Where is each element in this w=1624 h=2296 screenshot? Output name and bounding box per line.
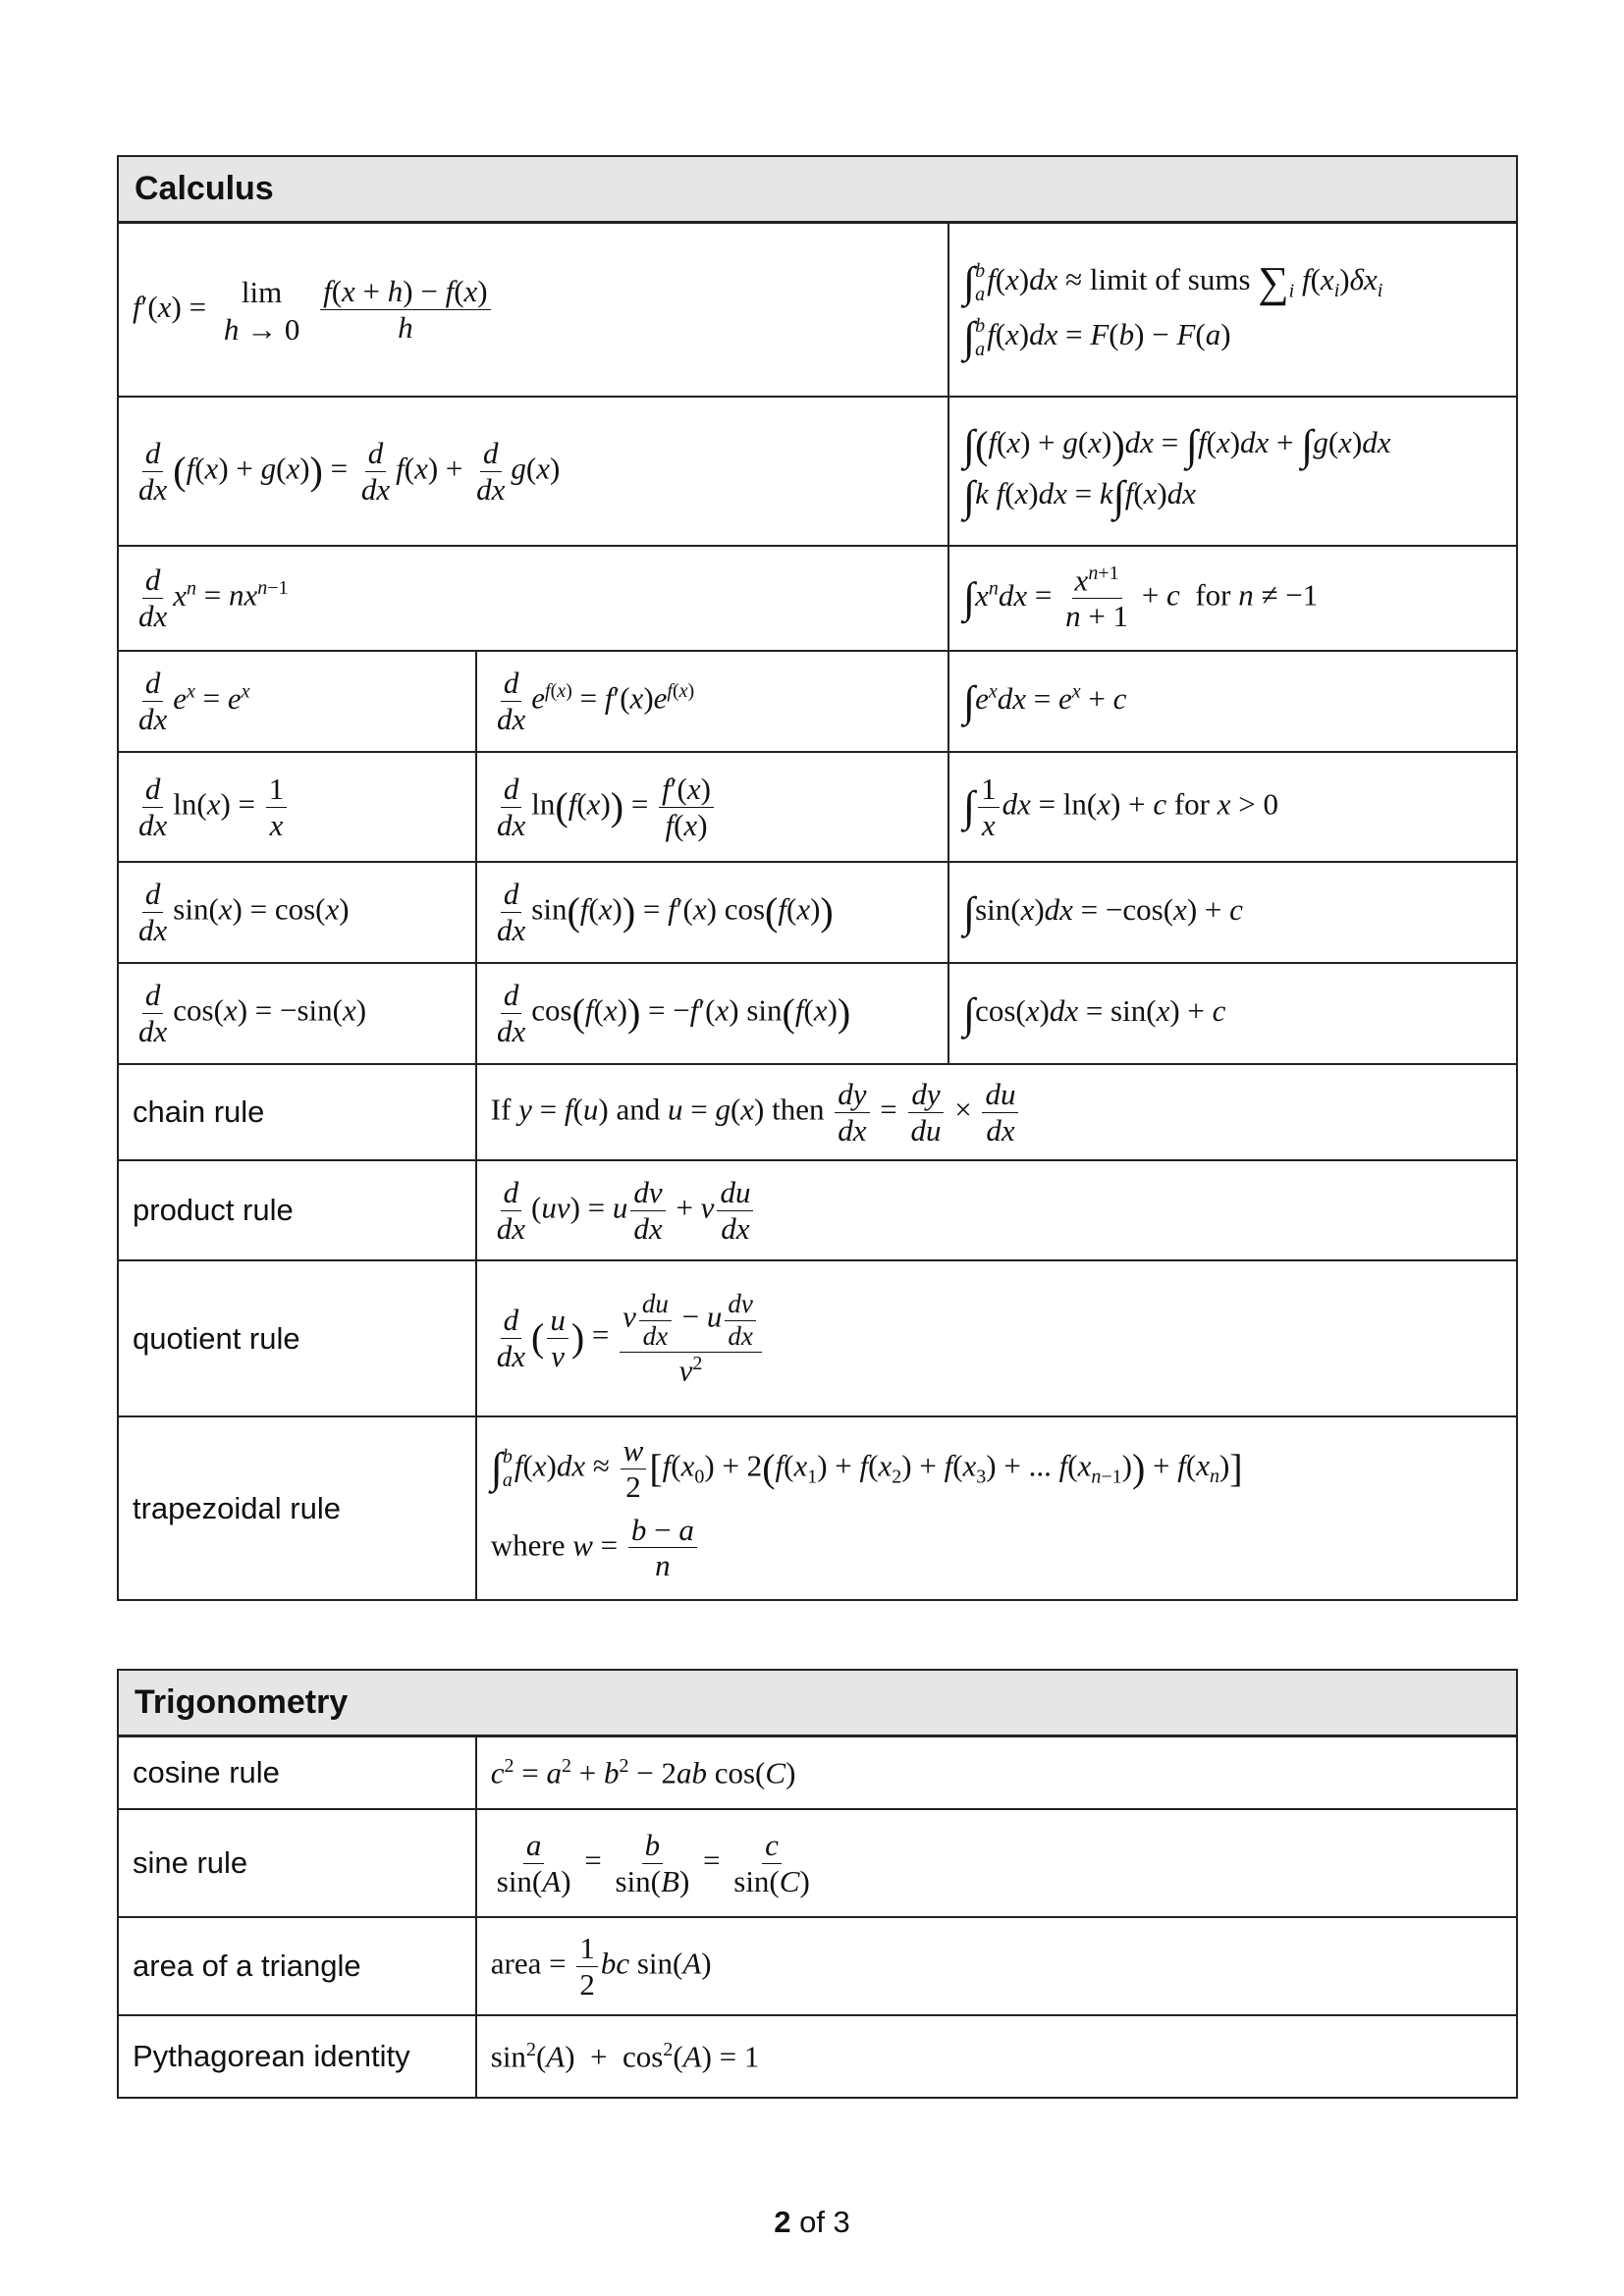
definite-integral-formulas: ∫ b a f(x)dx ≈ limit of sums $\sum_i$ $f(x_i)\delta x_i$ ∫ b a f(x)dx = F(b) − F(a) xyxy=(947,224,1516,396)
chain-rule-label: chain rule xyxy=(133,1095,265,1129)
table-row xyxy=(119,962,1516,1063)
trapezoidal-rule-label: trapezoidal rule xyxy=(133,1490,341,1525)
exp-chain-derivative-formula: $\frac{d}{dx}$ $e^{f(x)} = f'(x)e^{f(x)}$ xyxy=(475,652,947,751)
trigonometry-heading: Trigonometry xyxy=(119,1671,1516,1737)
trapezoidal-rule-formula: ∫ b a f(x)dx ≈ $\frac{w}{2}$ [$f(x_0) + 2(f(x_1) + f(x_2) + f(x_3)$ + ... $f(x_{n-1})) + f(x_n)$] where w = $\frac{b - a}{n}$ xyxy=(475,1417,1516,1599)
cosine-rule-formula: $c^2 = a^2 + b^2 - 2ab$ cos(C) xyxy=(475,1737,1516,1808)
table-row xyxy=(119,1259,1516,1415)
table-row xyxy=(119,1159,1516,1259)
exp-integral-formula: $\int e^xdx = e^x + c$ xyxy=(947,652,1516,751)
cos-chain-derivative-formula: $\frac{d}{dx}$ cos(f(x)) = −f′(x) sin(f(x)) xyxy=(475,964,947,1063)
page-current: 2 xyxy=(774,2205,791,2239)
power-rule-integral-formula: $\int x^ndx$ = $\frac{x^{n+1}}{n + 1}$ + c for n ≠ −1 xyxy=(947,547,1516,650)
table-row xyxy=(119,650,1516,751)
derivative-definition-formula: f′(x) = lim h → 0 $\frac{f(x + h) - f(x)}{h}$ xyxy=(119,224,947,396)
table-row xyxy=(119,1737,1516,1808)
product-rule-formula: $\frac{d}{dx}$ (uv) = u $\frac{dv}{dx}$ + v $\frac{du}{dx}$ xyxy=(475,1161,1516,1259)
limit-of-sums-text: limit of sums xyxy=(1089,261,1251,296)
table-row xyxy=(119,1415,1516,1599)
cos-integral-formula: ∫cos(x)dx = sin(x) + c xyxy=(947,964,1516,1063)
cos-derivative-formula: $\frac{d}{dx}$ cos(x) = −sin(x) xyxy=(138,978,367,1048)
trigonometry-table xyxy=(117,1669,1518,2099)
table-row xyxy=(119,224,1516,396)
table-row xyxy=(119,1916,1516,2014)
sine-rule-label: sine rule xyxy=(133,1845,248,1880)
sin-derivative-formula: $\frac{d}{dx}$ sin(x) = cos(x) xyxy=(138,877,350,947)
calculus-heading: Calculus xyxy=(119,157,1516,224)
sum-rule-derivative-formula: $\frac{d}{dx}$ (f(x) + g(x)) = $\frac{d}{dx}$ f(x) + $\frac{d}{dx}$ g(x) xyxy=(138,435,561,507)
and-text: and xyxy=(616,1092,661,1127)
sine-rule-formula: $\frac{a}{\sin(A)}$ = $\frac{b}{\sin(B)}$ = $\frac{c}{\sin(C)}$ xyxy=(475,1810,1516,1916)
area-of-triangle-label: area of a triangle xyxy=(133,1949,361,1983)
table-row xyxy=(119,545,1516,650)
then-text: then xyxy=(772,1092,825,1127)
exp-derivative-formula: $\frac{d}{dx}$ $e^x = e^x$ xyxy=(138,666,250,736)
pythagorean-identity-label: Pythagorean identity xyxy=(133,2039,410,2073)
quotient-rule-formula: $\frac{d}{dx}$ ( $\frac{u}{v}$ ) = v $\frac{du}{dx}$ − u $\frac{dv}{dx}$ $v^2$ xyxy=(475,1261,1516,1415)
table-row xyxy=(119,861,1516,962)
calculus-table xyxy=(117,155,1518,1601)
chain-rule-formula: If y = f(u) and u = g(x) then $\frac{dy}{dx}$ = $\frac{dy}{du}$ × $\frac{du}{dx}$ xyxy=(475,1065,1516,1159)
for-text: for xyxy=(1173,786,1210,822)
table-row xyxy=(119,1808,1516,1916)
reciprocal-integral-formula: ∫ $\frac{1}{x}$ dx = ln(x) + c for x > 0 xyxy=(947,753,1516,861)
table-row xyxy=(119,396,1516,545)
area-text: area xyxy=(490,1946,542,1981)
ln-chain-derivative-formula: $\frac{d}{dx}$ ln(f(x)) = $\frac{f'(x)}{f(x)}$ xyxy=(475,753,947,861)
pythagorean-identity-formula: $\sin^2(A) + \cos^2(A) = 1$ xyxy=(475,2016,1516,2097)
page-of: of 3 xyxy=(799,2205,850,2239)
area-of-triangle-formula: area = $\frac{1}{2}$ bc sin(A) xyxy=(475,1918,1516,2014)
quotient-rule-label: quotient rule xyxy=(133,1320,300,1356)
product-rule-label: product rule xyxy=(133,1193,294,1227)
table-row xyxy=(119,1063,1516,1159)
for-text: for xyxy=(1195,577,1231,613)
ln-derivative-formula: $\frac{d}{dx}$ ln(x) = $\frac{1}{x}$ xyxy=(119,753,475,861)
power-rule-derivative-formula: $\frac{d}{dx}$ $x^n = nx^{n-1}$ xyxy=(138,562,289,633)
cosine-rule-label: cosine rule xyxy=(133,1755,280,1789)
table-row xyxy=(119,751,1516,861)
sin-integral-formula: ∫sin(x)dx = −cos(x) + c xyxy=(947,863,1516,962)
page-number xyxy=(0,2205,1624,2240)
sin-chain-derivative-formula: $\frac{d}{dx}$ sin(f(x)) = f′(x) cos(f(x)) xyxy=(475,863,947,962)
if-text: If xyxy=(490,1092,512,1127)
integral-linearity-formulas: ∫(f(x) + g(x))dx = ∫f(x)dx + ∫g(x)dx ∫k f(x)dx = k∫f(x)dx xyxy=(947,398,1516,545)
where-text: where xyxy=(490,1526,566,1562)
table-row xyxy=(119,2014,1516,2097)
